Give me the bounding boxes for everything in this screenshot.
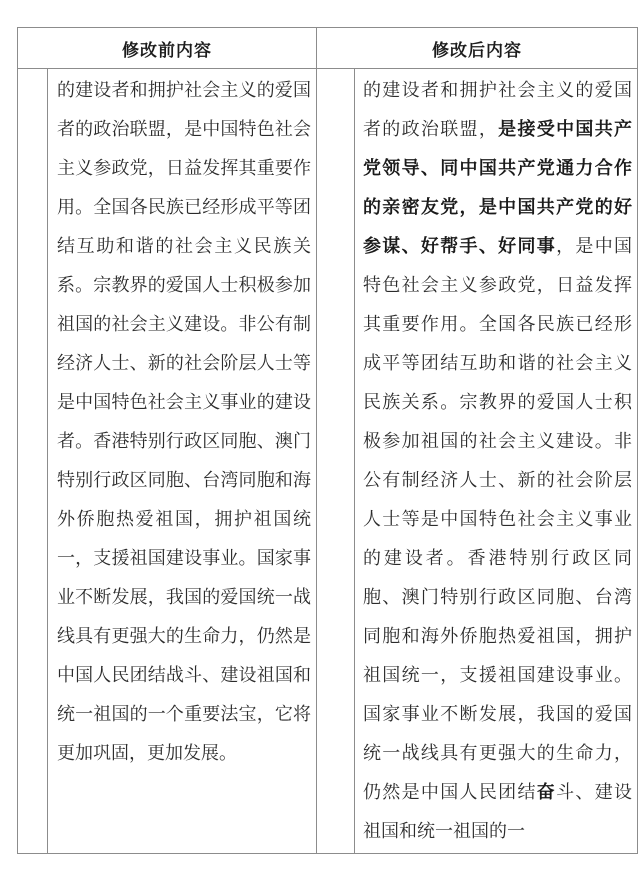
table-header-row bbox=[18, 28, 637, 69]
after-column-header: 修改后内容 bbox=[432, 40, 522, 61]
revised-bold-text: 是接受中国共产党领导、同中国共产党通力合作的亲密友党，是中国共产党的好参谋、好帮手、好同事 bbox=[363, 119, 633, 257]
paragraph-text: 斗、建设祖国和统一祖国的一 bbox=[363, 782, 633, 842]
paragraph-text: ，是中国特色社会主义参政党，日益发挥其重要作用。全国各民族已经形成平等团结互助和谐的社会主义民族关系。宗教界的爱国人士积极参加祖国的社会主义建设。非公有制经济人士、新的社会阶层人士等是中国特色社会主义事业的建设者。香港特别行政区同胞、澳门特别行政区同胞、台湾同胞和海外侨胞热爱祖国，拥护祖国统一，支援祖国建设事业。国家事业不断发展，我国的爱国统一战线具有更强大的生命力，仍然是中国人民团结 bbox=[363, 236, 633, 803]
after-content-cell bbox=[355, 69, 637, 853]
before-column bbox=[18, 69, 317, 853]
paragraph-text: 的建设者和拥护社会主义的爱国者的政治联盟，是中国特色社会主义参政党，日益发挥其重要作用。全国各民族已经形成平等团结互助和谐的社会主义民族关系。宗教界的爱国人士积极参加祖国的社会主义建设。非公有制经济人士、新的社会阶层人士等是中国特色社会主义事业的建设者。香港特别行政区同胞、澳门特别行政区同胞、台湾同胞和海外侨胞热爱祖国，拥护祖国统一，支援祖国建设事业。国家事业不断发展，我国的爱国统一战线具有更强大的生命力，仍然是中国人民团结战斗、建设祖国和统一祖国的一个重要法宝，它将更加巩固，更加发展。 bbox=[57, 80, 311, 764]
revised-bold-text: 奋 bbox=[536, 782, 557, 803]
table-body-row bbox=[18, 69, 637, 853]
before-content-cell bbox=[48, 69, 316, 853]
before-column-header: 修改前内容 bbox=[18, 28, 317, 68]
revision-comparison-table bbox=[17, 27, 638, 854]
paragraph-text: 的建设者和拥护社会主义的爱国者的政治联盟， bbox=[363, 80, 632, 140]
after-column bbox=[317, 69, 637, 853]
before-gutter-cell bbox=[18, 69, 48, 853]
after-gutter-cell bbox=[317, 69, 355, 853]
